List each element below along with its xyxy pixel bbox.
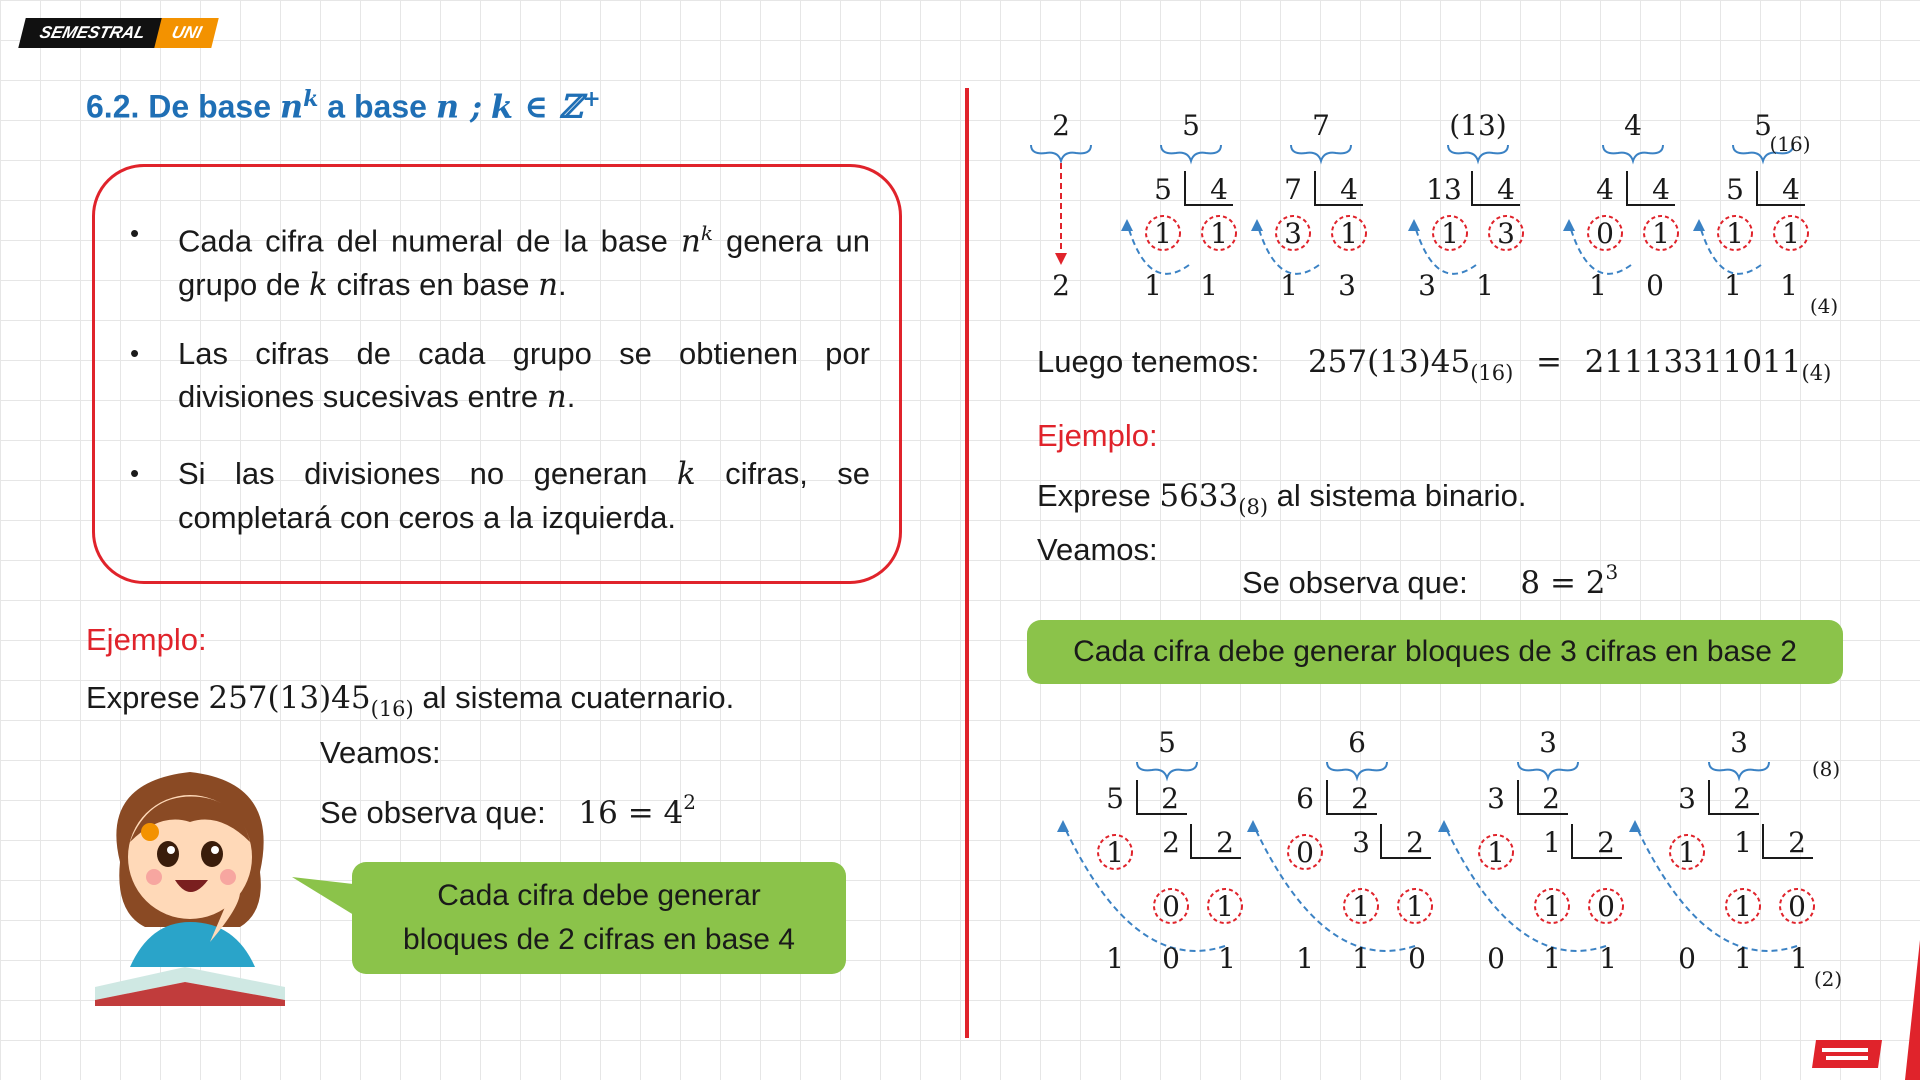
return-arrow-head [1629,820,1641,832]
example2-heading: Ejemplo: [1037,418,1158,453]
eq-left-base: (16) [1470,361,1514,385]
rule-1 [130,212,870,307]
result2-digit: 0 [1408,942,1426,975]
result4-digit: 1 [1144,269,1162,302]
div-dividend: 5 [1726,173,1744,206]
div8-remainder2: 1 [1352,890,1370,923]
div-divisor: 4 [1782,173,1800,206]
example2-prompt-post: al sistema binario. [1276,478,1527,513]
hex-digit-brace [1291,145,1351,161]
result2-digit: 0 [1678,942,1696,975]
example2-relation-sup: 3 [1605,560,1619,584]
result4-digit: 1 [1280,269,1298,302]
div8-remainder2: 0 [1162,890,1180,923]
div8-dividend: 3 [1487,782,1505,815]
base16-label: (16) [1769,132,1811,156]
hex-digit: (13) [1449,109,1507,142]
rule-3-pre: Si las divisiones no generan [178,456,648,491]
result2-digit: 1 [1543,942,1561,975]
example1-relation: 16 = 4 [578,795,684,831]
example2-base: (8) [1238,495,1269,519]
girl-illustration [90,742,290,1012]
rule-1-pre: Cada cifra del numeral de la base [178,223,668,259]
div-quotient: 1 [1652,217,1670,250]
oct-digit-brace [1137,762,1197,778]
div-quotient: 1 [1782,217,1800,250]
hex-digit: 5 [1754,109,1772,142]
div-quotient: 3 [1497,217,1515,250]
div8-dividend: 6 [1296,782,1314,815]
bullet-dot: • [130,338,140,368]
green-banner: Cada cifra debe generar bloques de 3 cifras en base 2 [1027,620,1843,684]
div8-quotient1: 2 [1162,826,1180,859]
example1-veamos: Veamos: [320,735,441,770]
semestral-uni-badge [22,18,215,48]
return-arrow [1444,824,1606,951]
diagram-base16-to-base4 [1000,95,1900,335]
div8-remainder2: 1 [1734,890,1752,923]
badge-uni: UNI [154,18,219,48]
example2-prompt [1037,478,1526,519]
div8-remainder1: 1 [1106,836,1124,869]
oct-digit: 3 [1730,726,1748,759]
div8-quotient2: 0 [1788,890,1806,923]
example1-prompt [86,680,734,721]
rule-2-text: Las cifras de cada grupo se obtienen por divisiones sucesivas entre [178,336,870,414]
base-to: n ; [435,87,483,126]
section-title-part1: De base [148,88,271,125]
base4-label: (4) [1809,294,1839,318]
eq-sign: = [1535,344,1562,380]
rule-3 [130,452,870,539]
corner-stripe [1905,940,1920,1080]
diagram-base8-to-base2 [1020,720,1900,1000]
div-quotient: 1 [1340,217,1358,250]
result2-digit: 1 [1106,942,1124,975]
example1-prompt-pre: Exprese [86,680,200,715]
result4-digit: 1 [1476,269,1494,302]
div-remainder: 1 [1441,217,1459,250]
rule-1-var3: n [538,267,559,304]
example2-prompt-pre: Exprese [1037,478,1151,513]
result2-digit: 1 [1734,942,1752,975]
example1-observa-label: Se observa que: [320,795,546,830]
div-remainder: 1 [1154,217,1172,250]
result2-digit: 1 [1296,942,1314,975]
div-divisor: 4 [1497,173,1515,206]
div8-quotient1: 1 [1543,826,1561,859]
div-dividend: 5 [1154,173,1172,206]
oct-digit: 5 [1158,726,1176,759]
result2-digit: 1 [1352,942,1370,975]
example2-veamos: Veamos: [1037,532,1158,567]
hex-digit-brace [1031,145,1091,161]
return-arrow-head [1563,219,1575,231]
base-from: n [279,87,304,126]
oct-digit-brace [1709,762,1769,778]
base2-label: (2) [1813,967,1843,991]
div-divisor: 4 [1652,173,1670,206]
result4-digit: 3 [1418,269,1436,302]
hex-digit: 2 [1052,109,1070,142]
result2-digit: 0 [1162,942,1180,975]
down-arrow-head [1055,253,1067,265]
base8-label: (8) [1811,757,1841,781]
div-remainder: 3 [1284,217,1302,250]
condition: k ∈ ℤ [490,87,583,126]
div-quotient: 1 [1210,217,1228,250]
div8-divisor: 2 [1733,782,1751,815]
hex-digit: 7 [1312,109,1330,142]
div8-remainder1: 0 [1296,836,1314,869]
return-arrow [1253,824,1415,951]
bullet-dot: • [130,218,140,248]
return-arrow-head [1438,820,1450,832]
hex-digit: 4 [1624,109,1642,142]
result2-digit: 1 [1599,942,1617,975]
div8-remainder2: 1 [1543,890,1561,923]
div8-divisor2: 2 [1216,826,1234,859]
result4-digit: 1 [1200,269,1218,302]
result4-digit: 3 [1338,269,1356,302]
example1-number: 257(13)45 [208,680,371,716]
div-dividend: 13 [1426,173,1462,206]
eq-right-base: (4) [1801,361,1832,385]
speech-bubble [352,862,846,974]
badge-semestral: SEMESTRAL [18,18,162,48]
return-arrow-head [1693,219,1705,231]
div-dividend: 4 [1596,173,1614,206]
return-arrow-head [1121,219,1133,231]
result4-digit: 1 [1589,269,1607,302]
return-arrow [1635,824,1797,951]
rule-1-sup: k [700,221,713,245]
example1-prompt-post: al sistema cuaternario. [422,680,735,715]
oct-digit-brace [1327,762,1387,778]
result4-digit: 1 [1780,269,1798,302]
div8-quotient2: 1 [1406,890,1424,923]
example2-observa-label: Se observa que: [1242,565,1468,600]
oct-digit-brace [1518,762,1578,778]
rule-1-var2: k [309,267,328,304]
eq-right: 21113311011 [1584,344,1802,380]
example2-number: 5633 [1159,478,1239,514]
div8-quotient1: 3 [1352,826,1370,859]
div8-dividend: 5 [1106,782,1124,815]
return-arrow [1063,824,1225,951]
div-dividend: 7 [1284,173,1302,206]
example1-relation-sup: 2 [683,790,696,814]
return-arrow-head [1408,219,1420,231]
example1-heading: Ejemplo: [86,622,207,657]
column-divider [965,88,969,1038]
example1-base: (16) [370,697,414,721]
result2-digit: 0 [1487,942,1505,975]
oct-digit: 3 [1539,726,1557,759]
result4-digit: 0 [1646,269,1664,302]
div8-divisor2: 2 [1406,826,1424,859]
result2-digit: 1 [1790,942,1808,975]
hex-digit-brace [1161,145,1221,161]
div8-divisor: 2 [1542,782,1560,815]
rule-1-post2: cifras en base [336,267,530,303]
div8-remainder1: 1 [1678,836,1696,869]
cesar-vallejo-logo [1812,1036,1884,1072]
example2-relation: 8 = 2 [1520,565,1606,601]
bullet-dot: • [130,458,140,488]
example1-observa [320,790,696,831]
rule-2-var: n [546,379,567,415]
rule-2 [130,332,870,419]
rule-3-var: k [676,456,696,492]
return-arrow-head [1251,219,1263,231]
div8-quotient2: 0 [1597,890,1615,923]
result4-digit: 2 [1052,269,1070,302]
section-title-part2: a base [327,88,427,125]
rule-2-end: . [566,379,576,414]
div-remainder: 1 [1726,217,1744,250]
luego-label: Luego tenemos: [1037,344,1260,379]
hex-digit: 5 [1182,109,1200,142]
section-number: 6.2. [86,88,140,125]
div8-divisor: 2 [1161,782,1179,815]
div-divisor: 4 [1210,173,1228,206]
hex-digit-brace [1603,145,1663,161]
rule-1-var: n [680,223,701,260]
rule-1-end: . [558,267,567,303]
luego-line [1037,344,1831,385]
bubble-line-1: Cada cifra debe generar [437,879,761,912]
div8-divisor: 2 [1351,782,1369,815]
result2-digit: 1 [1218,942,1236,975]
result4-digit: 1 [1724,269,1742,302]
eq-left: 257(13)45 [1307,344,1471,380]
rule-3-post: cifras, se completará con ceros a la izquierda. [178,456,870,535]
div8-remainder1: 1 [1487,836,1505,869]
bubble-line-2: bloques de 2 cifras en base 4 [403,923,795,956]
div-divisor: 4 [1340,173,1358,206]
div8-quotient2: 1 [1216,890,1234,923]
example2-observa [1242,560,1618,601]
condition-sup: + [582,86,601,112]
rule-1-post: genera un grupo de [178,223,870,303]
div8-divisor2: 2 [1788,826,1806,859]
oct-digit: 6 [1348,726,1366,759]
return-arrow-head [1247,820,1259,832]
hex-digit-brace [1448,145,1508,161]
div-remainder: 0 [1596,217,1614,250]
div8-quotient1: 1 [1734,826,1752,859]
section-title [86,86,601,126]
return-arrow-head [1057,820,1069,832]
base-exponent: k [303,86,319,112]
div8-dividend: 3 [1678,782,1696,815]
div8-divisor2: 2 [1597,826,1615,859]
